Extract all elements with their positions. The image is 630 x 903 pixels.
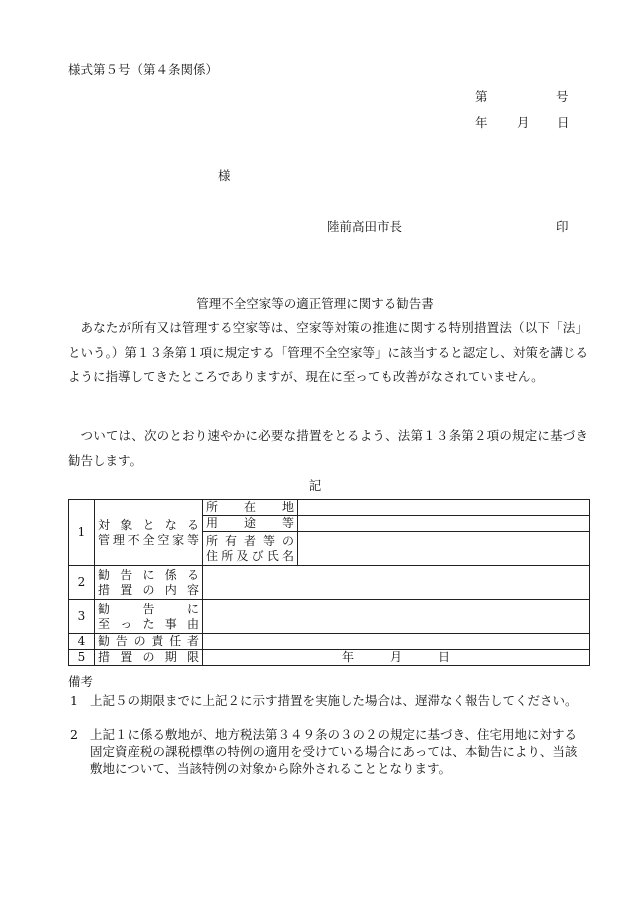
notes-heading: 備考 <box>68 674 94 689</box>
date-day-label: 日 <box>557 115 570 130</box>
date-month-label: 月 <box>517 115 530 130</box>
note-text: 上記１に係る敷地が、地方税法第３４９条の３の２の規定に基づき、住宅用地に対する固定資産税の課税標準の特例の適用を受けている場合にあっては、本勧告により、当該敷地について、当該特例の対象から除外されることとなります。 <box>90 727 578 776</box>
recommendation-table <box>68 499 590 666</box>
target-property-label-line1: 対象となる <box>98 517 199 532</box>
reason-label <box>95 600 203 634</box>
reason-value <box>203 600 590 634</box>
measures-label-line1: 勧告に係る <box>98 567 199 582</box>
measures-value <box>203 566 590 600</box>
row-number-5: 5 <box>69 650 95 666</box>
ki-heading: 記 <box>308 478 322 493</box>
measures-label-line2: 措置の内容 <box>98 582 199 597</box>
note-item <box>70 726 588 777</box>
location-value <box>298 500 590 516</box>
row-number-3: 3 <box>69 600 95 634</box>
row-number-4: 4 <box>69 634 95 650</box>
deadline-day: 日 <box>438 650 451 664</box>
owner-label-line1: 所有者等の <box>206 533 294 548</box>
measures-label <box>95 566 203 600</box>
responsible-person-value <box>203 634 590 650</box>
table-row <box>69 600 590 634</box>
document-title: 管理不全空家等の適正管理に関する勧告書 <box>196 296 434 311</box>
usage-value <box>298 516 590 532</box>
target-property-label-line2: 管理不全空家等 <box>98 532 199 547</box>
issuer-name: 陸前高田市長 <box>327 219 403 234</box>
reason-label-line1: 勧告に <box>98 601 199 616</box>
row-number-2: 2 <box>69 566 95 600</box>
responsible-person-label: 勧告の責任者 <box>95 634 203 650</box>
usage-label: 用途等 <box>203 516 298 532</box>
row-number-1: 1 <box>69 500 95 566</box>
owner-value <box>298 532 590 566</box>
date-year-label: 年 <box>475 115 488 130</box>
deadline-year: 年 <box>341 650 354 664</box>
note-text: 上記５の期限までに上記２に示す措置を実施した場合は、遅滞なく報告してください。 <box>90 693 578 708</box>
document-number-label: 第 <box>475 89 488 104</box>
target-property-label <box>95 500 203 566</box>
deadline-label: 措置の期限 <box>95 650 203 666</box>
deadline-value <box>203 650 590 666</box>
note-item <box>70 692 588 709</box>
body-paragraph-1: あなたが所有又は管理する空家等は、空家等対策の推進に関する特別措置法（以下「法」という。）第１３条第１項に規定する「管理不全空家等」に該当すると認定し、対策を講じるように指導してきたところでありますが、現在に至っても改善がなされていません。 <box>68 320 588 384</box>
seal-mark: 印 <box>556 219 569 234</box>
deadline-month: 月 <box>389 650 402 664</box>
table-row <box>69 566 590 600</box>
document-number-suffix: 号 <box>556 89 569 104</box>
note-number: 2 <box>70 727 78 742</box>
body-paragraph-2: ついては、次のとおり速やかに必要な措置をとるよう、法第１３条第２項の規定に基づき勧告します。 <box>68 428 588 468</box>
table-row <box>69 500 590 516</box>
owner-label <box>203 532 298 566</box>
owner-label-line2: 住所及び氏名 <box>206 548 294 563</box>
location-label: 所在地 <box>203 500 298 516</box>
note-number: 1 <box>70 693 78 708</box>
addressee-suffix: 様 <box>218 168 231 183</box>
table-row <box>69 634 590 650</box>
reason-label-line2: 至った事由 <box>98 616 199 631</box>
table-row <box>69 650 590 666</box>
form-number: 様式第５号（第４条関係） <box>68 62 219 77</box>
